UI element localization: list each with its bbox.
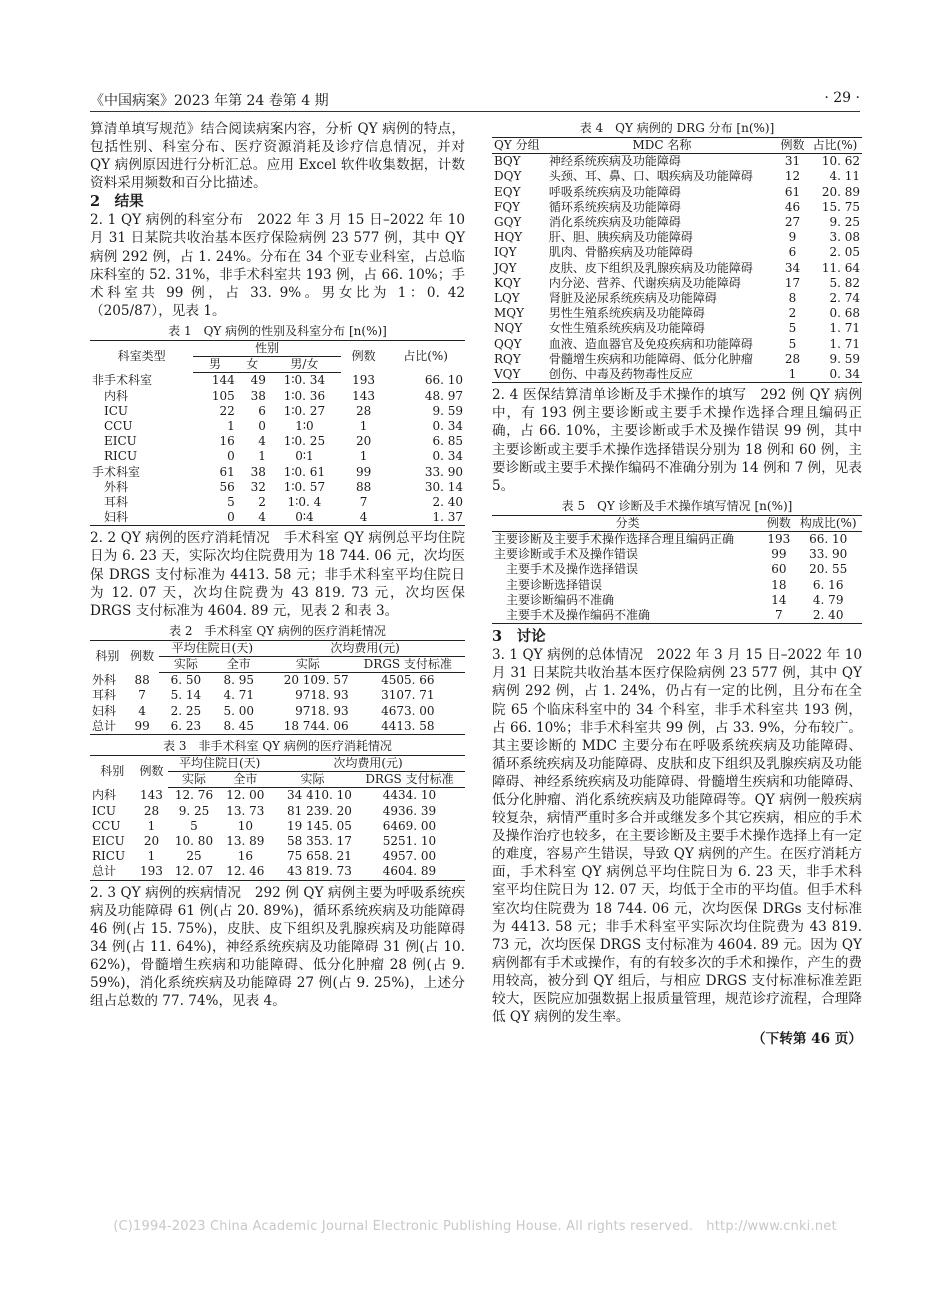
table-cell: 男性生殖系统疾病及功能障碍 — [548, 306, 705, 321]
table-3-caption: 表 3 非手术科室 QY 病例的医疗消耗情况 — [163, 739, 392, 754]
table-cell: 肝、胆、胰疾病及功能障碍 — [548, 230, 693, 245]
table-cell: 10. 80 — [174, 834, 214, 849]
table-cell: 99 — [355, 464, 372, 479]
paragraph-2-2: 2. 2 QY 病例的医疗消耗情况 手术科室 QY 病例总平均住院日为 6. 23 天，实际次均住院费用为 18 744. 06 元，次均医保 DRGS 支付标准为 4413. 58 元；非手术科室平均住院日为 12. 07 天，次均住院费为 43 819. 73 元，次均医保 DRGS 支付标准为 4604. 89 元，见表 2 和表 3。 — [90, 530, 465, 619]
t3-header-cost: 次均费用(元) — [271, 756, 465, 772]
table-cell: 5251. 10 — [382, 834, 437, 849]
t2-header-cost: 次均费用(元) — [265, 640, 465, 656]
table-row — [492, 337, 862, 352]
table-cell: 0 — [227, 449, 235, 464]
table-cell: 20. 55 — [809, 562, 848, 577]
table-cell: 肾脏及泌尿系统疾病及功能障碍 — [548, 291, 717, 306]
page-number: · 29 · — [824, 90, 860, 106]
table-cell: 4673. 00 — [381, 703, 435, 718]
table-cell: 呼吸系统疾病及功能障碍 — [548, 184, 681, 199]
table-cell: 1 — [147, 849, 156, 864]
t4-header-mdc: MDC 名称 — [547, 138, 777, 154]
t4-header-pct: 占比(%) — [808, 138, 862, 154]
table-cell: 5 — [190, 818, 198, 833]
table-cell: 总计 — [90, 719, 125, 735]
table-cell: 5 — [227, 494, 235, 509]
table-cell: GQY — [494, 215, 522, 230]
table-4-caption: 表 4 QY 病例的 DRG 分布 [n(%)] — [579, 121, 775, 135]
table-cell: 创伤、中毒及药物毒性反应 — [547, 367, 777, 383]
table-row — [492, 593, 862, 608]
table-cell: 10. 62 — [821, 154, 860, 169]
table-cell: 28 — [143, 803, 160, 818]
paragraph-3-1: 3. 1 QY 病例的总体情况 2022 年 3 月 15 日–2022 年 10 月 31 日某院共收治基本医疗保险病例 23 577 例，其中 QY 病例 292 例，占 1. 24%，仍占有一定的比例，且分布在全院 65 个临床科室中的 34 个科室，非手术科室共 193 例，占 66. 10%；非手术科室共 99 例，占 33. 9%，分布较广。其主要诊断的 MDC 主要分布在呼吸系统疾病及功能障碍、循环系统疾病及功能障碍、皮肤和皮下组织及乳腺疾病及功能障碍、神经系统疾病及功能障碍、骨髓增生疾病和功能障碍、低分化肿瘤、消化系统疾病及功能障碍等。QY 病例一般疾病较复杂，病情严重时多合并或继发多个其它疾病，相应的手术及操作治疗也较多，在主要诊断及主要手术操作选择上有一定的难度，容易产生错误，导致 QY 病例的产生。在医疗消耗方面，手术科室 QY 病例总平均住院日为 6. 23 天，非手术科室平均住院日为 12. 07 天，均低于全市的平均值。但手术科室次均住院费为 18 744. 06 元，次均医保 DRGs 支付标准为 4413. 58 元；非手术科室平实际次均住院费为 43 819. 73 元，次均医保 DRGS 支付标准为 4604. 89 元。因为 QY 病例都有手术或操作，有的有较多次的手术和操作，产生的费用较高，被分到 QY 组后，与相应 DRGS 支付标准标准差距较大，医院应加强数据上报质量管理，规范诊疗流程，合理降低 QY 病例的发生率。 — [492, 647, 862, 1026]
table-row — [90, 688, 465, 703]
table-cell: 0∶4 — [268, 510, 341, 526]
table-cell: FQY — [494, 199, 521, 214]
table-cell: 主要手术及操作选择错误 — [506, 562, 639, 577]
table-row — [90, 804, 465, 819]
table-cell: 6 — [788, 245, 797, 260]
table-cell: 5. 00 — [223, 703, 255, 718]
table-cell: 妇科 — [92, 703, 117, 718]
table-cell: HQY — [494, 230, 523, 245]
table-cell: 妇科 — [90, 510, 193, 526]
table-cell: 20 109. 57 — [283, 673, 349, 688]
table-cell: 31 — [784, 154, 801, 169]
table-row — [90, 819, 465, 834]
paragraph-2-3: 2. 3 QY 病例的疾病情况 292 例 QY 病例主要为呼吸系统疾病及功能障碍 61 例(占 20. 89%)，循环系统疾病及功能障碍 46 例(占 15. 75%)，皮肤、皮下组织及乳腺疾病及功能障碍 34 例(占 11. 64%)，神经系统疾病及功能障碍 31 例(占 10. 62%)，骨髓增生疾病和功能障碍、低分化肿瘤 28 例(占 9. 59%)，消化系统疾病及功能障碍 27 例(占 9. 25%)，上述分组占总数的 77. 74%，见表 4。 — [90, 884, 465, 1010]
table-cell: 56 — [219, 479, 235, 494]
table-cell: ICU — [92, 803, 117, 818]
table-cell: 2 — [788, 306, 797, 321]
t5-header-category: 分类 — [492, 515, 763, 531]
table-cell: 105 — [211, 388, 235, 403]
t1-header-count: 例数 — [341, 340, 386, 372]
table-cell: 38 — [250, 464, 266, 479]
table-2-caption: 表 2 手术科室 QY 病例的医疗消耗情况 — [169, 623, 386, 638]
table-cell: 30. 14 — [424, 479, 463, 494]
t4-header-group: QY 分组 — [492, 138, 547, 154]
table-3 — [90, 755, 465, 881]
table-cell: 1. 71 — [829, 336, 860, 351]
t2-header-actual-cost: 实际 — [265, 657, 350, 673]
table-cell: 49 — [250, 373, 266, 388]
table-cell: IQY — [494, 245, 517, 260]
table-cell: 1∶0. 25 — [283, 434, 326, 449]
table-cell: 81 239. 20 — [287, 803, 352, 818]
table-row — [492, 367, 862, 383]
table-cell: 1. 71 — [829, 321, 860, 336]
t2-header-los: 平均住院日(天) — [159, 640, 265, 656]
table-row — [492, 169, 862, 184]
table-cell: 手术科室 — [92, 464, 141, 479]
table-cell: 0. 34 — [432, 449, 463, 464]
table-cell: 9 — [788, 230, 797, 245]
table-cell: 6. 50 — [170, 673, 202, 688]
table-row — [492, 245, 862, 260]
table-1-caption: 表 1 QY 病例的性别及科室分布 [n(%)] — [168, 323, 387, 338]
table-cell: 58 353. 17 — [287, 834, 352, 849]
table-cell: 143 — [352, 388, 376, 403]
table-row — [492, 200, 862, 215]
copyright-footer: (C)1994-2023 China Academic Journal Electronic Publishing House. All rights reserved. http://www.cnki.net — [113, 1219, 837, 1234]
table-cell: RICU — [92, 849, 126, 864]
table-cell: 0 — [193, 510, 236, 526]
table-cell: 0. 34 — [808, 367, 862, 383]
table-cell: 15. 75 — [821, 199, 860, 214]
table-cell: 8. 45 — [212, 719, 265, 735]
table-row — [492, 230, 862, 245]
table-row — [90, 510, 465, 526]
table-row — [492, 291, 862, 306]
table-row — [492, 532, 862, 548]
intro-paragraph: 算清单填写规范》结合阅读病案内容，分析 QY 病例的特点，包括性别、科室分布、医疗资源消耗及诊疗信息情况，并对 QY 病例原因进行分析汇总。应用 Excel 软件收集数据，计数资料采用频数和百分比描述。 — [90, 121, 465, 192]
table-cell: 2. 40 — [432, 494, 463, 509]
table-cell: 1∶0 — [295, 418, 314, 433]
table-row — [90, 389, 465, 404]
table-cell: 主要诊断编码不准确 — [506, 592, 615, 607]
table-cell: 12. 07 — [168, 864, 219, 880]
table-cell: 1∶0. 61 — [283, 464, 326, 479]
left-column — [90, 120, 465, 1010]
table-cell: NQY — [494, 321, 523, 336]
table-cell: 5. 82 — [829, 275, 860, 290]
table-cell: 99 — [771, 547, 787, 562]
table-cell: 9718. 93 — [295, 703, 349, 718]
table-cell: 20. 89 — [821, 184, 860, 199]
table-1 — [90, 340, 465, 526]
paragraph-2-4: 2. 4 医保结算清单诊断及手术操作的填写 292 例 QY 病例中，有 193 例主要诊断或主要手术操作选择合理且编码正确，占 66. 10%，主要诊断或手术及操作错误 99 例，其中主要诊断或主要手术操作选择错误分别为 18 例和 60 例，主要诊断或主要手术操作编码不准确分别为 14 例和 7 例，见表 5。 — [492, 387, 862, 494]
table-cell: 主要诊断或手术及操作错误 — [494, 547, 639, 562]
table-cell: CCU — [104, 418, 133, 433]
table-cell: 43 819. 73 — [271, 864, 354, 880]
table-cell: 9. 25 — [178, 803, 210, 818]
table-cell: 17 — [784, 275, 801, 290]
table-cell: 主要诊断及主要手术操作选择合理且编码正确 — [494, 532, 735, 547]
table-cell: 38 — [250, 388, 266, 403]
table-cell: 1 — [258, 449, 266, 464]
table-row — [90, 465, 465, 480]
table-cell: 28 — [784, 351, 801, 366]
table-cell: 5 — [788, 336, 797, 351]
table-row — [492, 321, 862, 336]
table-cell: 61 — [219, 464, 235, 479]
t4-header-count: 例数 — [777, 138, 808, 154]
table-row — [90, 864, 465, 880]
table-cell: 主要诊断选择错误 — [506, 577, 603, 592]
table-cell: 消化系统疾病及功能障碍 — [548, 215, 681, 230]
t3-header-actual-cost: 实际 — [271, 772, 354, 788]
table-cell: 13. 73 — [226, 803, 265, 818]
table-cell: 0. 68 — [829, 306, 860, 321]
table-cell: 4505. 66 — [381, 673, 435, 688]
table-5 — [492, 515, 862, 624]
table-cell: 4. 11 — [829, 169, 860, 184]
table-row — [90, 419, 465, 434]
table-cell: 内科 — [92, 788, 117, 803]
right-column — [492, 120, 862, 1047]
table-cell: 1. 37 — [386, 510, 465, 526]
table-cell: 2. 25 — [170, 703, 202, 718]
table-cell: 7 — [138, 688, 146, 703]
section-2-heading: 2 结果 — [90, 193, 144, 211]
table-row — [90, 434, 465, 449]
table-cell: 1 — [777, 367, 808, 383]
table-cell: 9. 25 — [829, 215, 860, 230]
table-row — [90, 480, 465, 495]
t3-header-drg: DRGS 支付标准 — [354, 772, 465, 788]
table-row — [90, 373, 465, 389]
table-cell: 肌肉、骨骼疾病及功能障碍 — [548, 245, 693, 260]
table-cell: 19 145. 05 — [287, 818, 352, 833]
t1-header-sex: 性别 — [193, 340, 341, 356]
table-row — [492, 578, 862, 593]
t5-header-count: 例数 — [763, 515, 794, 531]
table-cell: 9. 59 — [829, 351, 860, 366]
table-cell: 99 — [125, 719, 160, 735]
table-cell: 5. 14 — [170, 688, 202, 703]
table-cell: 12 — [784, 169, 801, 184]
table-cell: 4957. 00 — [382, 849, 437, 864]
header-rule — [90, 111, 860, 112]
table-cell: 10 — [237, 818, 253, 833]
table-cell: 1 — [359, 449, 368, 464]
table-cell: 4413. 58 — [351, 719, 465, 735]
table-cell: 60 — [771, 562, 787, 577]
table-cell: 6469. 00 — [382, 818, 437, 833]
table-cell: 4 — [138, 703, 146, 718]
table-row — [492, 215, 862, 230]
table-cell: 8 — [788, 291, 797, 306]
table-cell: 5 — [788, 321, 797, 336]
table-row — [492, 154, 862, 170]
table-cell: 总计 — [90, 864, 135, 880]
table-row — [90, 788, 465, 804]
table-cell: 144 — [211, 373, 235, 388]
table-row — [492, 608, 862, 624]
table-cell: 33. 90 — [424, 464, 463, 479]
table-cell: 13. 89 — [226, 834, 265, 849]
table-cell: 4 — [341, 510, 386, 526]
table-cell: EICU — [104, 434, 137, 449]
table-cell: 2 — [258, 494, 266, 509]
t3-header-city: 全市 — [220, 772, 271, 788]
table-cell: EICU — [92, 834, 125, 849]
table-cell: 4. 79 — [812, 592, 844, 607]
table-cell: EQY — [494, 184, 521, 199]
table-cell: 0. 34 — [432, 418, 463, 433]
table-cell: 18 744. 06 — [265, 719, 350, 735]
table-cell: 8. 95 — [223, 673, 255, 688]
table-cell: RQY — [494, 351, 521, 366]
table-cell: 0 — [258, 418, 266, 433]
continuation-note: （下转第 46 页） — [752, 1031, 862, 1048]
table-cell: 6. 23 — [159, 719, 212, 735]
table-cell: 皮肤、皮下组织及乳腺疾病及功能障碍 — [548, 260, 753, 275]
table-cell: RICU — [104, 449, 138, 464]
table-cell: ICU — [104, 403, 129, 418]
table-cell: 血液、造血器官及免疫疾病和功能障碍 — [548, 336, 753, 351]
table-cell: 0∶1 — [295, 449, 314, 464]
journal-title: 《中国病案》2023 年第 24 卷第 4 期 — [90, 93, 329, 109]
t2-header-dept: 科别 — [90, 640, 125, 672]
table-cell: 193 — [352, 373, 376, 388]
table-cell: 4. 71 — [223, 688, 255, 703]
table-row — [90, 495, 465, 510]
table-cell: 非手术科室 — [92, 373, 153, 388]
table-cell: LQY — [494, 291, 520, 306]
table-cell: DQY — [494, 169, 522, 184]
t1-header-pct: 占比(%) — [386, 340, 465, 372]
table-cell: 4936. 39 — [382, 803, 437, 818]
table-cell: 46 — [784, 199, 801, 214]
table-cell: 12. 46 — [220, 864, 271, 880]
table-cell: 193 — [767, 532, 791, 547]
table-cell: 193 — [135, 864, 169, 880]
table-cell: 1 — [227, 418, 235, 433]
table-cell: 内科 — [104, 388, 129, 403]
table-cell: 1 — [147, 818, 156, 833]
table-cell: 1∶0. 4 — [287, 494, 322, 509]
table-cell: 6 — [258, 403, 266, 418]
table-cell: 6. 16 — [812, 577, 844, 592]
table-cell: VQY — [492, 367, 547, 383]
table-cell: 7 — [359, 494, 368, 509]
table-cell: 48. 97 — [424, 388, 463, 403]
table-cell: 骨髓增生疾病和功能障碍、低分化肿瘤 — [548, 351, 753, 366]
table-cell: CCU — [92, 818, 121, 833]
table-row — [492, 276, 862, 291]
table-cell: 7 — [763, 608, 794, 624]
table-row — [492, 261, 862, 276]
t1-header-female: 女 — [237, 357, 268, 373]
table-cell: 神经系统疾病及功能障碍 — [548, 154, 681, 169]
t1-header-ratio: 男/女 — [268, 357, 341, 373]
table-cell: 16 — [237, 849, 253, 864]
table-cell: 75 658. 21 — [287, 849, 352, 864]
table-cell: 33. 90 — [809, 547, 848, 562]
table-5-caption: 表 5 QY 诊断及手术操作填写情况 [n(%)] — [561, 498, 793, 513]
table-4 — [492, 137, 862, 383]
table-row — [492, 547, 862, 562]
t3-header-actual: 实际 — [168, 772, 219, 788]
table-cell: JQY — [494, 260, 517, 275]
table-cell: 9. 59 — [432, 403, 463, 418]
table-cell: QQY — [494, 336, 522, 351]
table-row — [90, 704, 465, 719]
table-cell: 3. 08 — [829, 230, 860, 245]
table-cell: BQY — [494, 154, 521, 169]
table-cell: 3107. 71 — [381, 688, 435, 703]
table-row — [90, 849, 465, 864]
table-cell: 11. 64 — [821, 260, 860, 275]
table-cell: 34 — [784, 260, 801, 275]
table-cell: 4 — [258, 434, 266, 449]
paragraph-2-1: 2. 1 QY 病例的科室分布 2022 年 3 月 15 日–2022 年 10 月 31 日某院共收治基本医疗保险病例 23 577 例，其中 QY 病例 292 例，占 1. 24%。分布在 34 个亚专业科室，占总临床科室的 52. 31%，非手术科室共 193 例，占 66. 10%；手术科室共 99 例，占 33. 9%。男女比为 1：0. 42（205/87），见表 1。 — [90, 212, 465, 319]
table-cell: 88 — [134, 673, 150, 687]
table-cell: 主要手术及操作编码不准确 — [492, 608, 763, 624]
table-cell: 20 — [355, 434, 372, 449]
table-cell: 61 — [784, 184, 801, 199]
t1-header-type: 科室类型 — [90, 340, 193, 372]
table-cell: KQY — [494, 275, 521, 290]
t2-header-city: 全市 — [212, 657, 265, 673]
table-cell: MQY — [494, 306, 525, 321]
table-cell: 66. 10 — [809, 532, 848, 547]
table-cell: 12. 76 — [174, 788, 214, 803]
t2-header-count: 例数 — [125, 640, 160, 672]
table-cell: 28 — [355, 403, 372, 418]
table-cell: 女性生殖系统疾病及功能障碍 — [548, 321, 705, 336]
table-cell: 27 — [784, 215, 801, 230]
table-cell: 2. 74 — [829, 291, 860, 306]
table-cell: 1∶0. 27 — [283, 403, 326, 418]
table-row — [492, 185, 862, 200]
t2-header-actual: 实际 — [159, 657, 212, 673]
table-cell: 22 — [219, 403, 235, 418]
table-cell: 88 — [355, 479, 372, 494]
table-cell: 12. 00 — [226, 788, 265, 803]
t3-header-count: 例数 — [135, 756, 169, 788]
table-cell: 1∶0. 57 — [283, 479, 326, 494]
table-cell: 16 — [219, 434, 235, 449]
table-cell: 内分泌、营养、代谢疾病及功能障碍 — [548, 275, 741, 290]
table-cell: 1∶0. 36 — [283, 388, 326, 403]
table-cell: 25 — [186, 849, 202, 864]
table-row — [90, 719, 465, 735]
table-cell: 外科 — [92, 673, 117, 687]
table-2 — [90, 640, 465, 735]
table-row — [90, 673, 465, 689]
page-header — [90, 88, 860, 112]
table-cell: 4 — [237, 510, 268, 526]
table-row — [492, 562, 862, 577]
table-cell: 1 — [359, 418, 368, 433]
t3-header-los: 平均住院日(天) — [168, 756, 271, 772]
table-cell: 14 — [771, 592, 787, 607]
t3-header-dept: 科别 — [90, 756, 135, 788]
table-row — [90, 449, 465, 464]
table-cell: 6. 85 — [432, 434, 463, 449]
t2-header-drg: DRGS 支付标准 — [351, 657, 465, 673]
table-cell: 耳科 — [92, 688, 117, 703]
table-cell: 20 — [143, 834, 160, 849]
table-cell: 34 410. 10 — [287, 788, 352, 803]
table-cell: 耳科 — [104, 494, 129, 509]
table-row — [90, 834, 465, 849]
t1-header-male: 男 — [193, 357, 236, 373]
table-cell: 66. 10 — [424, 373, 463, 388]
t5-header-pct: 构成比(%) — [794, 515, 862, 531]
table-cell: 1∶0. 34 — [283, 373, 326, 388]
table-cell: 4604. 89 — [354, 864, 465, 880]
table-cell: 外科 — [104, 479, 129, 494]
table-cell: 4434. 10 — [382, 788, 437, 803]
table-cell: 2. 05 — [829, 245, 860, 260]
table-cell: 143 — [140, 788, 163, 803]
section-3-heading: 3 讨论 — [492, 628, 546, 646]
table-cell: 32 — [250, 479, 266, 494]
table-row — [90, 404, 465, 419]
table-row — [492, 352, 862, 367]
table-row — [492, 306, 862, 321]
table-cell: 18 — [771, 577, 787, 592]
table-cell: 9718. 93 — [295, 688, 349, 703]
table-cell: 循环系统疾病及功能障碍 — [548, 199, 681, 214]
table-cell: 头颈、耳、鼻、口、咽疾病及功能障碍 — [548, 169, 753, 184]
table-cell: 2. 40 — [794, 608, 862, 624]
